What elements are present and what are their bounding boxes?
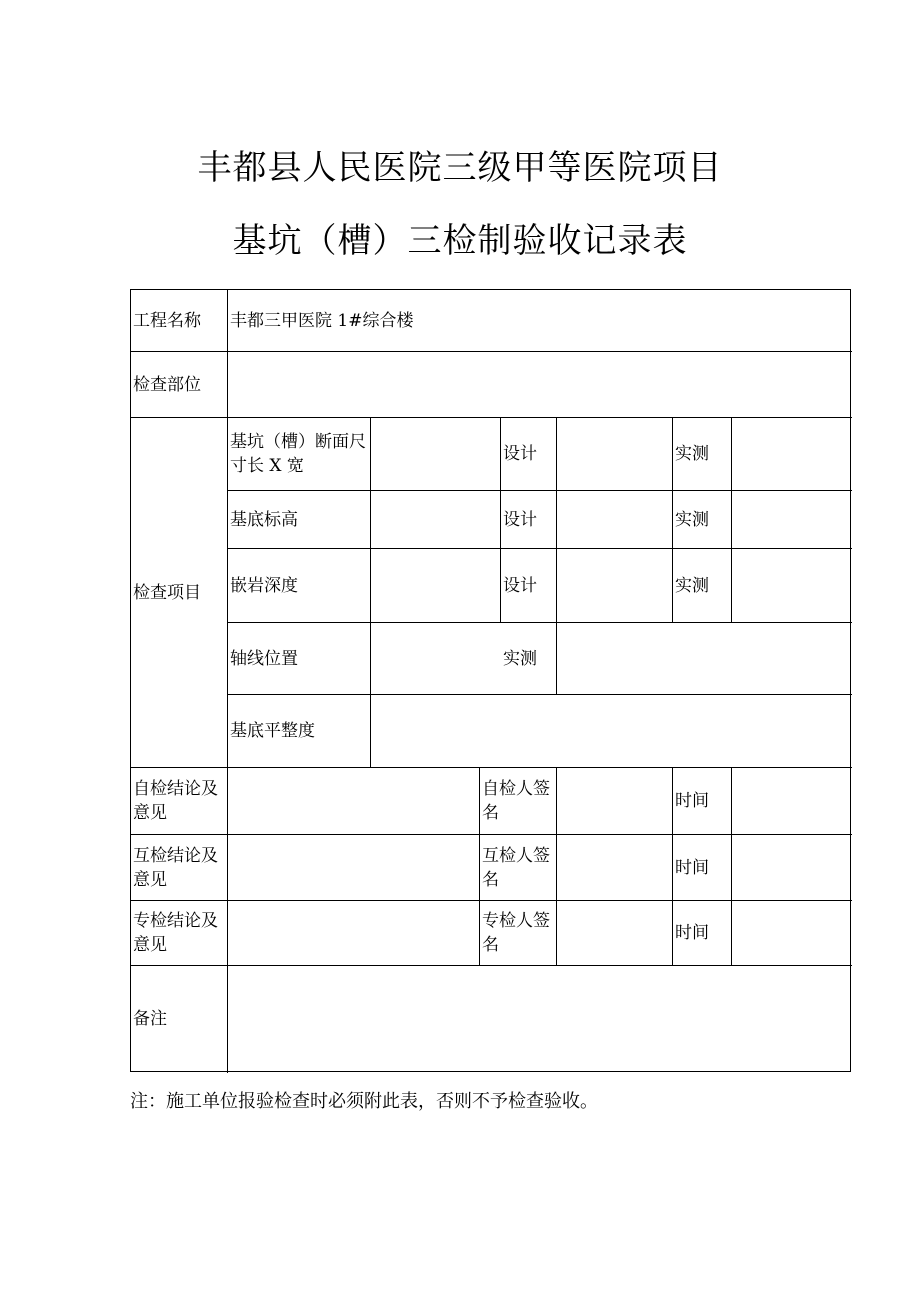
form-title-line1: 丰都县人民医院三级甲等医院项目 bbox=[197, 148, 723, 188]
item-section-size-label: 基坑（槽）断面尺寸长 X 宽 bbox=[230, 432, 366, 476]
special-check-conclusion-field[interactable] bbox=[228, 901, 479, 965]
item-base-elevation-field[interactable] bbox=[371, 491, 500, 548]
time-label: 时间 bbox=[675, 923, 709, 943]
item-rock-depth-field[interactable] bbox=[371, 549, 500, 622]
mutual-check-signature-field[interactable] bbox=[557, 835, 672, 900]
mutual-check-signer-label: 互检人签名 bbox=[482, 845, 550, 890]
self-check-conclusion-field[interactable] bbox=[228, 768, 479, 834]
design-label: 设计 bbox=[503, 444, 537, 464]
footer-note: 注：施工单位报验检查时必须附此表，否则不予检查验收。 bbox=[130, 1091, 598, 1112]
self-check-time-field[interactable] bbox=[732, 768, 848, 834]
measured-value-field[interactable] bbox=[732, 491, 848, 548]
check-location-field[interactable] bbox=[228, 352, 848, 417]
measured-value-field[interactable] bbox=[732, 418, 848, 490]
measured-label: 实测 bbox=[503, 648, 537, 669]
mutual-check-conclusion-field[interactable] bbox=[228, 835, 479, 900]
project-name-label: 工程名称 bbox=[133, 310, 201, 331]
time-label: 时间 bbox=[675, 857, 709, 878]
project-name-value[interactable]: 丰都三甲医院 1#综合楼 bbox=[230, 310, 414, 331]
item-axis-position-field[interactable] bbox=[371, 623, 500, 694]
check-items-label: 检查项目 bbox=[133, 582, 201, 603]
item-section-size-field[interactable] bbox=[371, 418, 500, 490]
measured-value-field[interactable] bbox=[557, 623, 848, 694]
special-check-label: 专检结论及意见 bbox=[133, 911, 218, 955]
design-value-field[interactable] bbox=[557, 549, 672, 622]
special-check-time-field[interactable] bbox=[732, 901, 848, 965]
remarks-label: 备注 bbox=[133, 1008, 167, 1029]
item-base-elevation-label: 基底标高 bbox=[230, 509, 298, 530]
design-label: 设计 bbox=[503, 509, 537, 530]
mutual-check-time-field[interactable] bbox=[732, 835, 848, 900]
time-label: 时间 bbox=[675, 791, 709, 811]
measured-label: 实测 bbox=[675, 509, 709, 530]
measured-value-field[interactable] bbox=[732, 549, 848, 622]
self-check-signature-field[interactable] bbox=[557, 768, 672, 834]
self-check-signer-label: 自检人签名 bbox=[482, 779, 550, 823]
item-base-flatness-label: 基底平整度 bbox=[230, 721, 315, 741]
special-check-signer-label: 专检人签名 bbox=[482, 911, 550, 955]
design-label: 设计 bbox=[503, 575, 537, 596]
item-base-flatness-field[interactable] bbox=[371, 695, 848, 767]
item-rock-depth-label: 嵌岩深度 bbox=[230, 575, 298, 596]
design-value-field[interactable] bbox=[557, 418, 672, 490]
form-title-line2: 基坑（槽）三检制验收记录表 bbox=[232, 221, 688, 261]
inspection-form-table bbox=[130, 289, 851, 1072]
item-axis-position-label: 轴线位置 bbox=[230, 648, 298, 669]
self-check-label: 自检结论及意见 bbox=[133, 779, 218, 823]
check-location-label: 检查部位 bbox=[133, 374, 201, 395]
design-value-field[interactable] bbox=[557, 491, 672, 548]
measured-label: 实测 bbox=[675, 575, 709, 596]
remarks-field[interactable] bbox=[228, 966, 848, 1071]
mutual-check-label: 互检结论及意见 bbox=[133, 845, 218, 890]
special-check-signature-field[interactable] bbox=[557, 901, 672, 965]
measured-label: 实测 bbox=[675, 444, 709, 464]
